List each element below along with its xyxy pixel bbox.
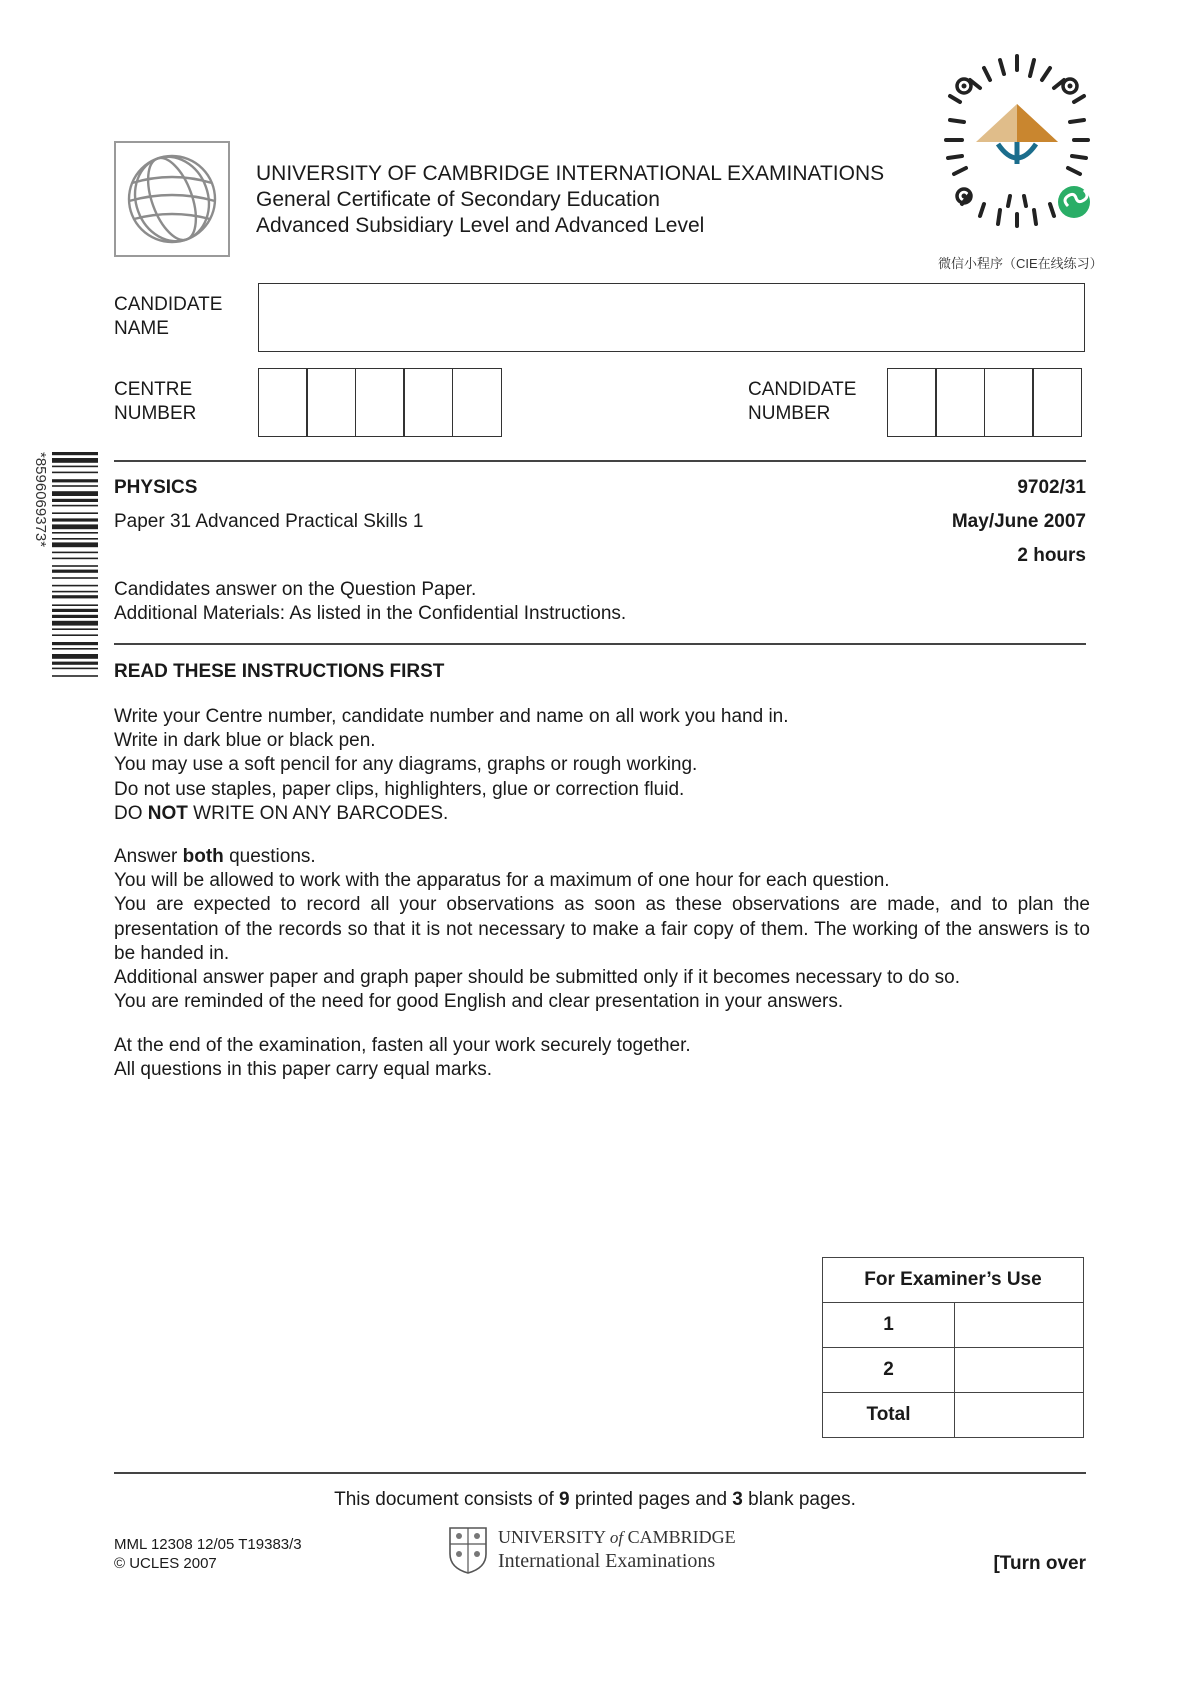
syllabus-code: 9702/31 [1017, 477, 1086, 498]
examiner-mark-cell [955, 1348, 1084, 1393]
examiner-mark-cell [955, 1393, 1084, 1438]
qr-caption: 微信小程序（CIE在线练习） [938, 256, 1103, 271]
instructions-block-2: Answer both questions. You will be allowed to work with the apparatus for a maximum of one hour for each question. You are expected to record all your observations as soon as these observations are made, and to plan the presentation of the records so that it is not necessary to make a fair copy of them. The working of the answers is to be handed in. Additional answer paper and graph paper should be submitted only if it becomes necessary to do so. You are reminded of the need for good English and clear presentation in your answers. [114, 846, 1090, 1013]
centre-digit-box[interactable] [306, 368, 356, 437]
divider [114, 460, 1086, 462]
centre-number-field[interactable] [259, 368, 502, 437]
centre-digit-box[interactable] [258, 368, 308, 437]
turn-over-note: [Turn over [993, 1553, 1086, 1574]
centre-digit-box[interactable] [452, 368, 502, 437]
candidate-digit-box[interactable] [935, 368, 985, 437]
candidate-name-field[interactable] [258, 283, 1085, 352]
examiner-mark-cell [955, 1303, 1084, 1348]
examiner-table-title: For Examiner’s Use [823, 1258, 1084, 1303]
exam-duration: 2 hours [1017, 545, 1086, 566]
qualification-line: General Certificate of Secondary Education [256, 188, 660, 211]
document-reference: MML 12308 12/05 T19383/3 © UCLES 2007 [114, 1536, 302, 1572]
examiner-use-table [822, 1257, 1084, 1438]
divider [114, 643, 1086, 645]
globe-icon [116, 143, 228, 255]
paper-title: Paper 31 Advanced Practical Skills 1 [114, 511, 424, 532]
qr-code [924, 50, 1110, 236]
answer-note: Candidates answer on the Question Paper. [114, 579, 477, 600]
instructions-heading: READ THESE INSTRUCTIONS FIRST [114, 661, 445, 682]
candidate-digit-box[interactable] [984, 368, 1034, 437]
candidate-number-label: CANDIDATE NUMBER [748, 379, 857, 424]
divider [114, 1472, 1086, 1474]
candidate-name-label: CANDIDATE NAME [114, 294, 223, 339]
centre-digit-box[interactable] [403, 368, 453, 437]
centre-digit-box[interactable] [355, 368, 405, 437]
candidate-digit-box[interactable] [1032, 368, 1082, 437]
exam-board-title: UNIVERSITY OF CAMBRIDGE INTERNATIONAL EXAMINATIONS [256, 162, 885, 185]
cambridge-wordmark: UNIVERSITY of CAMBRIDGE International Examinations [498, 1527, 736, 1572]
examiner-row-label: Total [823, 1393, 955, 1438]
candidate-number-field[interactable] [888, 368, 1082, 437]
shield-icon [448, 1526, 488, 1574]
materials-note: Additional Materials: As listed in the Confidential Instructions. [114, 603, 627, 624]
exam-session: May/June 2007 [951, 511, 1086, 532]
globe-logo [114, 141, 230, 257]
instructions-block-3: At the end of the examination, fasten all your work securely together. All questions in this paper carry equal marks. [114, 1035, 691, 1081]
subject-name: PHYSICS [114, 477, 198, 498]
barcode-digits: *8596069373* [32, 452, 49, 548]
barcode [52, 452, 98, 680]
page-count-note: This document consists of 9 printed pages and 3 blank pages. [334, 1489, 856, 1510]
level-line: Advanced Subsidiary Level and Advanced Level [256, 214, 705, 237]
examiner-row-label: 2 [823, 1348, 955, 1393]
centre-number-label: CENTRE NUMBER [114, 379, 197, 424]
candidate-digit-box[interactable] [887, 368, 937, 437]
examiner-row-label: 1 [823, 1303, 955, 1348]
instructions-block-1: Write your Centre number, candidate number and name on all work you hand in. Write in dark blue or black pen. You may use a soft pencil for any diagrams, graphs or rough working. Do not use staples, paper clips, highlighters, glue or correction fluid. DO NOT WRITE ON ANY BARCODES. [114, 706, 789, 824]
